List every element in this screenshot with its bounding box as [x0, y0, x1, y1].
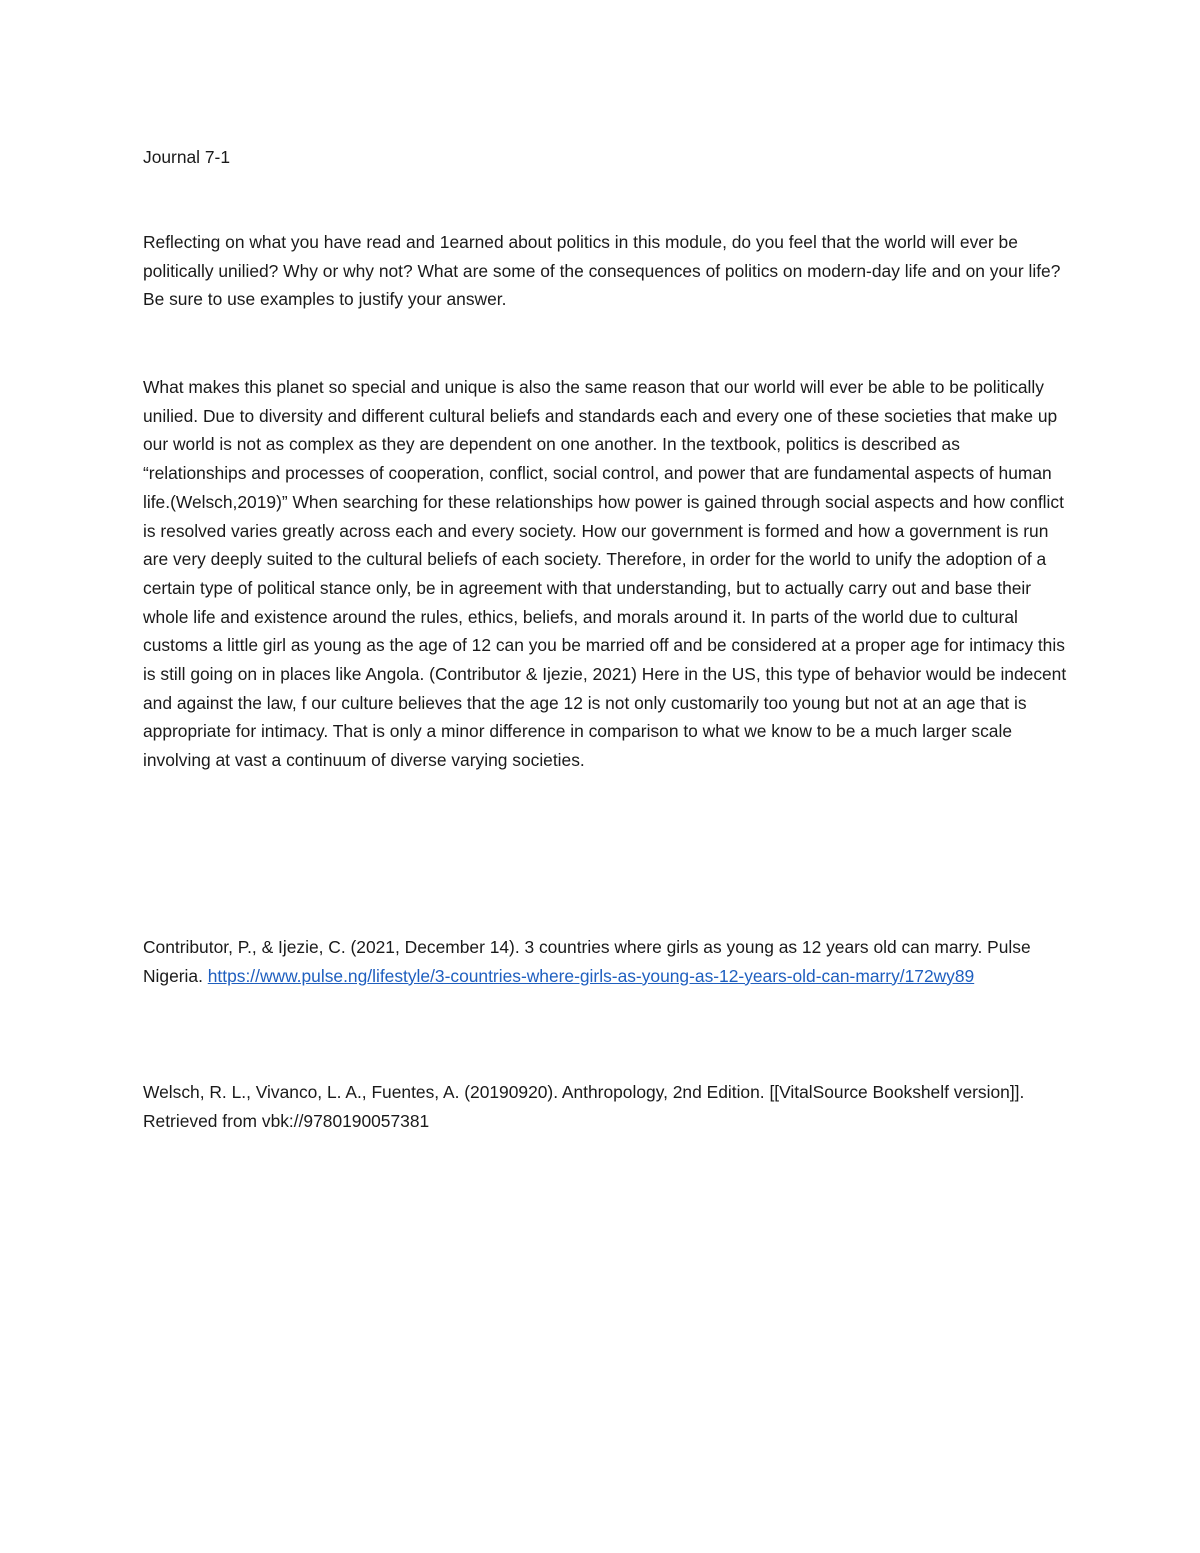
journal-response: What makes this planet so special and unique is also the same reason that our world will ever be able to be politically unilied. Due to diversity and different cultural beliefs and standards each and every one of these societies that make up our world is not as complex as they are dependent on one another. In the textbook, politics is described as “relationships and processes of cooperation, conflict, social control, and power that are fundamental aspects of human life.(Welsch,2019)” When searching for these relationships how power is gained through social aspects and how conflict is resolved varies greatly across each and every society. How our government is formed and how a government is run are very deeply suited to the cultural beliefs of each society. Therefore, in order for the world to unify the adoption of a certain type of political stance only, be in agreement with that understanding, but to actually carry out and base their whole life and existence around the rules, ethics, beliefs, and morals around it. In parts of the world due to cultural customs a little girl as young as the age of 12 can you be married off and be considered at a proper age for intimacy this is still going on in places like Angola. (Contributor & Ijezie, 2021) Here in the US, this type of behavior would be indecent and against the law, f our culture believes that the age 12 is not only customarily too young but not at an age that is appropriate for intimacy. That is only a minor difference in comparison to what we know to be a much larger scale involving at vast a continuum of diverse varying societies. [143, 377, 1067, 771]
journal-prompt: Reflecting on what you have read and 1earned about politics in this module, do you feel that the world will ever be politically unilied? Why or why not? What are some of the consequences of politics on modern-day life and on your life? Be sure to use examples to justify your answer. [143, 232, 1061, 310]
reference-entry [143, 933, 1068, 990]
reference-entry: Welsch, R. L., Vivanco, L. A., Fuentes, A. (20190920). Anthropology, 2nd Edition. [[VitalSource Bookshelf version]]. Retrieved from vbk://9780190057381 [143, 1082, 1025, 1131]
journal-title: Journal 7-1 [143, 147, 231, 167]
reference-link[interactable]: https://www.pulse.ng/lifestyle/3-countries-where-girls-as-young-as-12-years-old-can-marry/172wy89 [207, 965, 975, 986]
reference-citation: Contributor, P., & Ijezie, C. (2021, December 14). 3 countries where girls as young as 12 years old can marry. Pulse Nigeria. [143, 937, 1031, 986]
